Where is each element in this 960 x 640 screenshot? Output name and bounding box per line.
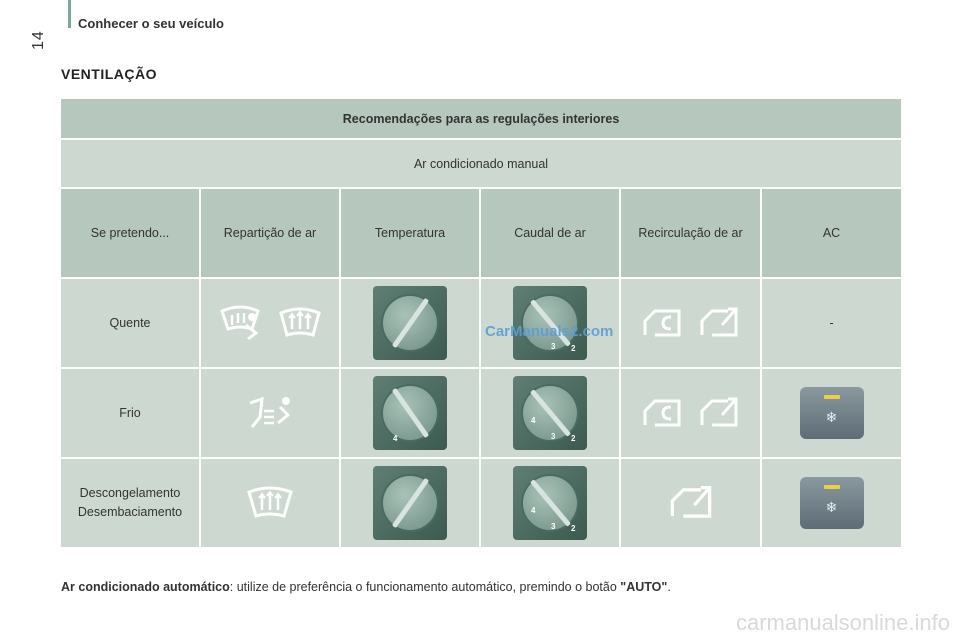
windscreen-demist-icon	[246, 482, 294, 524]
column-header: Caudal de ar	[480, 188, 620, 278]
recirculation-cell	[620, 368, 761, 458]
fan-speed-knob-icon: 4 3 2	[513, 376, 587, 450]
row-label: Descongelamento Desembaciamento	[60, 458, 200, 548]
temperature-cell	[340, 278, 480, 368]
column-header: AC	[761, 188, 902, 278]
temperature-knob-icon: 4	[373, 376, 447, 450]
page-title: VENTILAÇÃO	[61, 66, 157, 82]
windscreen-demist-icon	[278, 303, 322, 343]
air-distribution-cell	[200, 278, 340, 368]
header-accent-bar	[68, 0, 71, 28]
windscreen-face-vent-icon	[218, 303, 262, 343]
ventilation-table	[59, 97, 903, 549]
column-header: Repartição de ar	[200, 188, 340, 278]
footer-note: Ar condicionado automático: utilize de preferência o funcionamento automático, premindo o botão "AUTO".	[61, 580, 671, 594]
ac-cell	[761, 368, 902, 458]
air-distribution-cell	[200, 368, 340, 458]
temperature-knob-icon	[373, 466, 447, 540]
temperature-cell	[340, 368, 480, 458]
row-label: Quente	[60, 278, 200, 368]
table-row	[60, 278, 902, 368]
fresh-air-icon	[668, 483, 714, 523]
row-label: Frio	[60, 368, 200, 458]
ac-cell	[761, 458, 902, 548]
fan-speed-knob-icon: 4 3 2	[513, 466, 587, 540]
column-header: Se pretendo...	[60, 188, 200, 278]
fresh-air-icon	[698, 305, 740, 341]
recirculation-cell	[620, 278, 761, 368]
table-row	[60, 458, 902, 548]
ac-cell: -	[761, 278, 902, 368]
recirculation-cell	[620, 458, 761, 548]
face-vent-icon	[246, 393, 294, 433]
fan-speed-cell	[480, 368, 620, 458]
air-distribution-cell	[200, 458, 340, 548]
table-caption: Recomendações para as regulações interiores	[60, 98, 902, 139]
section-title: Conhecer o seu veículo	[78, 16, 224, 31]
fan-speed-cell	[480, 458, 620, 548]
watermark: CarManuals2.com	[485, 323, 614, 340]
recirculation-icon	[641, 305, 683, 341]
ac-button-icon: ❄	[800, 477, 864, 529]
temperature-cell	[340, 458, 480, 548]
fan-speed-knob-icon: 3 2	[513, 286, 587, 360]
ac-button-icon: ❄	[800, 387, 864, 439]
fresh-air-icon	[698, 395, 740, 431]
table-subcaption: Ar condicionado manual	[60, 139, 902, 188]
temperature-knob-icon	[373, 286, 447, 360]
column-header: Temperatura	[340, 188, 480, 278]
recirculation-icon	[641, 395, 683, 431]
page-number: 14	[30, 30, 47, 50]
brand-watermark: carmanualsonline.info	[735, 610, 950, 635]
column-header: Recirculação de ar	[620, 188, 761, 278]
table-row	[60, 368, 902, 458]
